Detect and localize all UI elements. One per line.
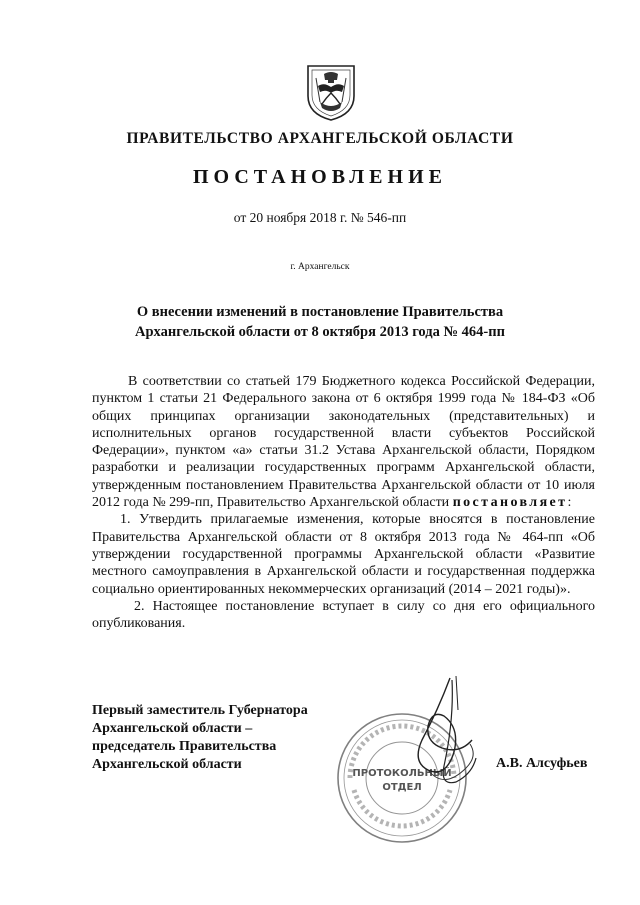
document-city: г. Архангельск — [290, 262, 350, 272]
signer-name: А.В. Алсуфьев — [496, 756, 588, 771]
signer-title — [92, 702, 308, 774]
stamp-text-line-1: ПРОТОКОЛЬНЫЙ — [352, 768, 452, 779]
document-type: ПОСТАНОВЛЕНИЕ — [193, 166, 447, 188]
signer-title-line-2: Архангельской области – — [92, 721, 253, 736]
coat-of-arms-icon — [304, 62, 358, 122]
document-body — [92, 373, 595, 632]
intro-paragraph: В соответствии со статьей 179 Бюджетного кодекса Российской Федерации, пунктом 1 статьи 21 Федерального закона от 6 октября 1999 года № 184-ФЗ «Об общих принципах организации законодательных (представительных) и исполнительных органов государственной власти субъектов Российской Федерации», пунктом «а» статьи 31.2 Устава Архангельской области, Порядком разработки и реализации государственных программ Архангельской области, утвержденным постановлением Правительства Архангельской области от 10 июля 2012 года № 299-пп, Правительство Архангельской области постановляет: — [92, 374, 595, 511]
intro-text: В соответствии со статьей 179 Бюджетного кодекса Российской Федерации, пунктом 1 статьи 21 Федерального закона от 6 октября 1999 года № 184-ФЗ «Об общих принципах организации законодательных (представительных) и исполнительных органов государственной власти субъектов Российской Федерации», пунктом «а» статьи 31.2 Устава Архангельской области, Порядком разработки и реализации государственных программ Архангельской области, утвержденным постановлением Правительства Архангельской области от 10 июля 2012 года № 299-пп, Правительство Архангельской области — [92, 374, 595, 511]
government-name: ПРАВИТЕЛЬСТВО АРХАНГЕЛЬСКОЙ ОБЛАСТИ — [126, 130, 514, 147]
handwritten-signature — [392, 670, 492, 800]
item-2: 2. Настоящее постановление вступает в силу со дня его официального опубликования. — [92, 598, 595, 632]
signer-title-line-4: Архангельской области — [92, 757, 242, 772]
signer-title-line-1: Первый заместитель Губернатора — [92, 703, 308, 718]
signer-title-line-3: председатель Правительства — [92, 739, 277, 754]
subject-line-2: Архангельской области от 8 октября 2013 года № 464-пп — [135, 324, 505, 340]
stamp-text-line-2: ОТДЕЛ — [382, 782, 422, 793]
subject-line-1: О внесении изменений в постановление Правительства — [136, 304, 504, 320]
resolves-word: постановляет — [452, 495, 568, 511]
document-date-number: от 20 ноября 2018 г. № 546-пп — [233, 210, 407, 225]
document-subject — [0, 302, 640, 342]
item-1: 1. Утвердить прилагаемые изменения, которые вносятся в постановление Правительства Архангельской области от 8 октября 2013 года № 464-пп «Об утверждении государственной программы Архангельской области «Развитие местного самоуправления в Архангельской области и государственная поддержка социально ориентированных некоммерческих организаций (2014 – 2021 годы)». — [92, 512, 595, 597]
